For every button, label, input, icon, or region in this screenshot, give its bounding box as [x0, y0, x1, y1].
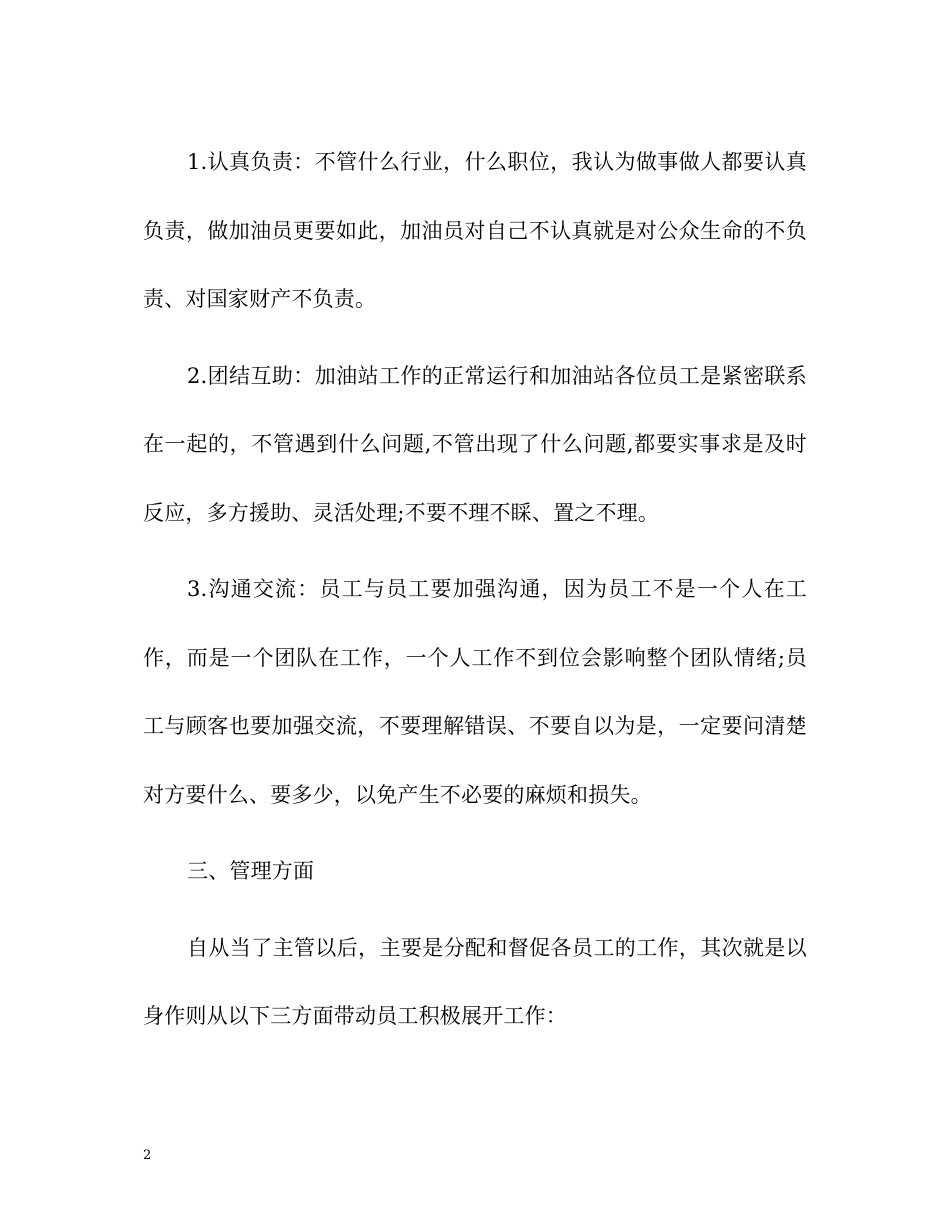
paragraph-management: 自从当了主管以后，主要是分配和督促各员工的工作，其次就是以身作则从以下三方面带动员工积极展开工作： — [143, 935, 807, 1028]
paragraph-communication: 3.沟通交流：员工与员工要加强沟通，因为员工不是一个人在工作，而是一个团队在工作，一个人工作不到位会影响整个团队情绪;员工与顾客也要加强交流，不要理解错误、不要自以为是，一定要问清楚对方要什么、要多少，以免产生不必要的麻烦和损失。 — [143, 577, 807, 807]
page-number: 2 — [143, 1148, 152, 1163]
paragraph-responsibility: 1.认真负责：不管什么行业，什么职位，我认为做事做人都要认真负责，做加油员更要如此，加油员对自己不认真就是对公众生命的不负责、对国家财产不负责。 — [143, 150, 807, 311]
document-body — [143, 128, 807, 1059]
paragraph-teamwork: 2.团结互助：加油站工作的正常运行和加油站各位员工是紧密联系在一起的，不管遇到什么问题,不管出现了什么问题,都要实事求是及时反应，多方援助、灵活处理;不要不理不睬、置之不理。 — [143, 363, 807, 525]
section-heading-management: 三、管理方面 — [187, 859, 315, 883]
